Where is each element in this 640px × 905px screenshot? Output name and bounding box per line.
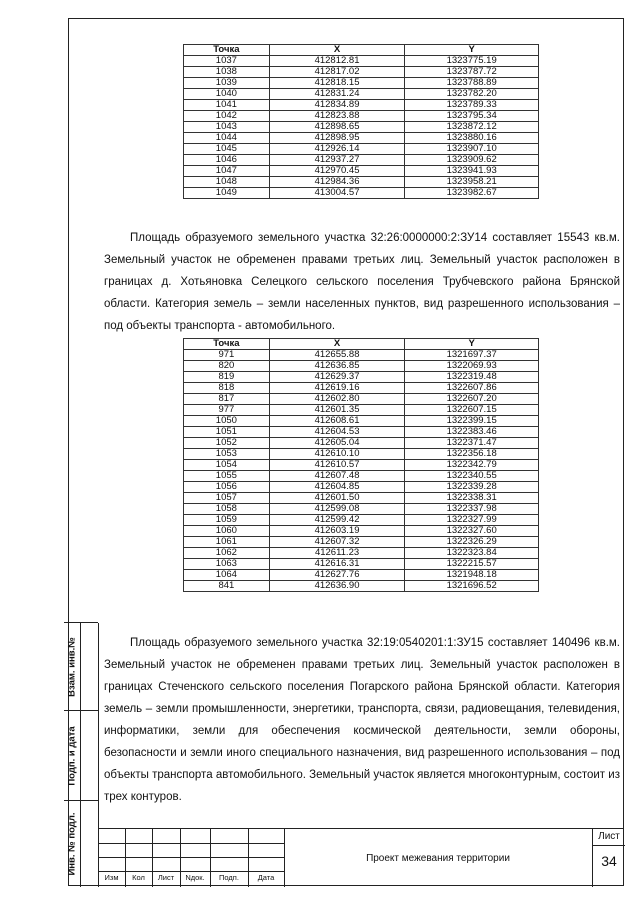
table-row bbox=[184, 504, 539, 515]
cell-point: 1062 bbox=[184, 548, 270, 559]
cell-point: 1037 bbox=[184, 56, 270, 67]
table-row bbox=[184, 383, 539, 394]
table-row bbox=[184, 460, 539, 471]
cell-y: 1322319.48 bbox=[405, 372, 539, 383]
cell-point: 1045 bbox=[184, 144, 270, 155]
cell-y: 1322340.55 bbox=[405, 471, 539, 482]
table-row bbox=[184, 581, 539, 592]
cell-y: 1323958.21 bbox=[405, 177, 539, 188]
table-body bbox=[184, 56, 539, 199]
cell-point: 1043 bbox=[184, 122, 270, 133]
cell-point: 1055 bbox=[184, 471, 270, 482]
cell-y: 1321697.37 bbox=[405, 350, 539, 361]
cell-point: 1049 bbox=[184, 188, 270, 199]
cell-point: 1044 bbox=[184, 133, 270, 144]
cell-y: 1323795.34 bbox=[405, 111, 539, 122]
cell-point: 1048 bbox=[184, 177, 270, 188]
cell-y: 1322607.20 bbox=[405, 394, 539, 405]
table-row bbox=[184, 416, 539, 427]
cell-point: 1038 bbox=[184, 67, 270, 78]
table-row bbox=[184, 144, 539, 155]
cell-x: 412610.10 bbox=[269, 449, 405, 460]
side-strip-original bbox=[64, 800, 98, 887]
cell-x: 412602.80 bbox=[269, 394, 405, 405]
cell-y: 1323775.19 bbox=[405, 56, 539, 67]
table-row bbox=[184, 559, 539, 570]
cell-point: 977 bbox=[184, 405, 270, 416]
table-row bbox=[184, 482, 539, 493]
sheet-number: 34 bbox=[601, 853, 617, 869]
header-x: X bbox=[269, 45, 405, 56]
cell-point: 817 bbox=[184, 394, 270, 405]
cell-y: 1322339.28 bbox=[405, 482, 539, 493]
cell-point: 1050 bbox=[184, 416, 270, 427]
stamp-col-date: Дата bbox=[257, 873, 275, 882]
table-row bbox=[184, 133, 539, 144]
cell-x: 412636.90 bbox=[269, 581, 405, 592]
cell-point: 971 bbox=[184, 350, 270, 361]
table-row bbox=[184, 122, 539, 133]
cell-point: 819 bbox=[184, 372, 270, 383]
side-strip-replacement bbox=[64, 622, 98, 711]
cell-point: 1051 bbox=[184, 427, 270, 438]
cell-y: 1322338.31 bbox=[405, 493, 539, 504]
cell-x: 412601.35 bbox=[269, 405, 405, 416]
cell-point: 1040 bbox=[184, 89, 270, 100]
stamp-col-change: Изм bbox=[104, 873, 119, 882]
cell-y: 1323872.12 bbox=[405, 122, 539, 133]
side-label-original-inv: Инв. № подл. bbox=[66, 812, 78, 876]
cell-y: 1322342.79 bbox=[405, 460, 539, 471]
cell-y: 1322215.57 bbox=[405, 559, 539, 570]
coordinates-table-1 bbox=[183, 44, 539, 199]
table-row bbox=[184, 56, 539, 67]
cell-x: 412619.16 bbox=[269, 383, 405, 394]
cell-x: 412611.23 bbox=[269, 548, 405, 559]
cell-point: 1063 bbox=[184, 559, 270, 570]
table-row bbox=[184, 449, 539, 460]
cell-point: 1052 bbox=[184, 438, 270, 449]
header-y: Y bbox=[405, 339, 539, 350]
cell-point: 1061 bbox=[184, 537, 270, 548]
cell-x: 412984.36 bbox=[269, 177, 405, 188]
cell-y: 1323788.89 bbox=[405, 78, 539, 89]
plot-description-zu14: Площадь образуемого земельного участка 32:26:0000000:2:ЗУ14 составляет 15543 кв.м. Земельный участок не обременен правами третьих лиц. Земельный участок расположен в границах д. Хотьяновка Селецкого сельского поселения Трубчевского района Брянской области. Категория земель – земли населенных пунктов, вид разрешенного использования – под объекты транспорта - автомобильного. bbox=[104, 232, 620, 332]
cell-x: 412607.48 bbox=[269, 471, 405, 482]
cell-x: 412605.04 bbox=[269, 438, 405, 449]
cell-point: 1046 bbox=[184, 155, 270, 166]
header-y: Y bbox=[405, 45, 539, 56]
table-row bbox=[184, 493, 539, 504]
cell-x: 412926.14 bbox=[269, 144, 405, 155]
side-label-signature-date: Подп. и дата bbox=[66, 726, 78, 786]
cell-point: 1056 bbox=[184, 482, 270, 493]
stamp-col-count: Кол bbox=[132, 873, 145, 882]
side-strip-signature bbox=[64, 710, 98, 801]
stamp-col-signature: Подп. bbox=[219, 873, 239, 882]
cell-y: 1322337.98 bbox=[405, 504, 539, 515]
cell-x: 412937.27 bbox=[269, 155, 405, 166]
cell-x: 412812.81 bbox=[269, 56, 405, 67]
cell-point: 1064 bbox=[184, 570, 270, 581]
cell-x: 412629.37 bbox=[269, 372, 405, 383]
cell-x: 412898.65 bbox=[269, 122, 405, 133]
plot-description-zu15: Площадь образуемого земельного участка 32:19:0540201:1:ЗУ15 составляет 140496 кв.м. Земельный участок не обременен правами третьих лиц. Земельный участок расположен в границах Стеченского сельского поселения Погарского района Брянской области. Категория земель – земли промышленности, энергетики, транспорта, связи, радиовещания, телевидения, информатики, земли для обеспечения космической деятельности, земли обороны, безопасности и земли иного специального назначения, вид разрешенного использования – под объекты транспорта автомобильного. Земельный участок является многоконтурным, состоит из трех контуров. bbox=[104, 637, 620, 803]
cell-x: 412627.76 bbox=[269, 570, 405, 581]
cell-x: 412607.32 bbox=[269, 537, 405, 548]
cell-x: 412604.85 bbox=[269, 482, 405, 493]
cell-y: 1321696.52 bbox=[405, 581, 539, 592]
table-row bbox=[184, 372, 539, 383]
cell-x: 412599.42 bbox=[269, 515, 405, 526]
sheet-label: Лист bbox=[598, 831, 620, 842]
cell-x: 412817.02 bbox=[269, 67, 405, 78]
cell-x: 412604.53 bbox=[269, 427, 405, 438]
cell-point: 841 bbox=[184, 581, 270, 592]
table-row bbox=[184, 570, 539, 581]
table-row bbox=[184, 548, 539, 559]
table-row bbox=[184, 89, 539, 100]
cell-point: 1047 bbox=[184, 166, 270, 177]
table-row bbox=[184, 394, 539, 405]
cell-x: 412831.24 bbox=[269, 89, 405, 100]
table-row bbox=[184, 526, 539, 537]
cell-point: 1059 bbox=[184, 515, 270, 526]
header-point: Точка bbox=[184, 339, 270, 350]
cell-y: 1322326.29 bbox=[405, 537, 539, 548]
cell-x: 412601.50 bbox=[269, 493, 405, 504]
cell-x: 412608.61 bbox=[269, 416, 405, 427]
cell-point: 1057 bbox=[184, 493, 270, 504]
cell-y: 1323782.20 bbox=[405, 89, 539, 100]
cell-point: 1060 bbox=[184, 526, 270, 537]
cell-point: 1041 bbox=[184, 100, 270, 111]
table-row bbox=[184, 155, 539, 166]
cell-point: 1053 bbox=[184, 449, 270, 460]
table-row bbox=[184, 350, 539, 361]
cell-y: 1323941.93 bbox=[405, 166, 539, 177]
table-row bbox=[184, 166, 539, 177]
table-row bbox=[184, 67, 539, 78]
cell-x: 412823.88 bbox=[269, 111, 405, 122]
cell-y: 1322371.47 bbox=[405, 438, 539, 449]
cell-point: 818 bbox=[184, 383, 270, 394]
table-row bbox=[184, 100, 539, 111]
cell-y: 1323880.16 bbox=[405, 133, 539, 144]
cell-point: 1039 bbox=[184, 78, 270, 89]
cell-y: 1323907.10 bbox=[405, 144, 539, 155]
cell-y: 1322069.93 bbox=[405, 361, 539, 372]
cell-point: 1058 bbox=[184, 504, 270, 515]
cell-y: 1323982.67 bbox=[405, 188, 539, 199]
cell-x: 412636.85 bbox=[269, 361, 405, 372]
table-body bbox=[184, 350, 539, 592]
table-row bbox=[184, 111, 539, 122]
cell-x: 413004.57 bbox=[269, 188, 405, 199]
cell-y: 1322383.46 bbox=[405, 427, 539, 438]
cell-y: 1323909.62 bbox=[405, 155, 539, 166]
cell-y: 1322607.15 bbox=[405, 405, 539, 416]
table-row bbox=[184, 438, 539, 449]
cell-point: 1054 bbox=[184, 460, 270, 471]
table-row bbox=[184, 188, 539, 199]
cell-x: 412610.57 bbox=[269, 460, 405, 471]
cell-x: 412970.45 bbox=[269, 166, 405, 177]
cell-x: 412603.19 bbox=[269, 526, 405, 537]
cell-y: 1322607.86 bbox=[405, 383, 539, 394]
title-block bbox=[98, 828, 624, 887]
cell-y: 1322399.15 bbox=[405, 416, 539, 427]
table-header-row bbox=[184, 339, 539, 350]
table-row bbox=[184, 471, 539, 482]
table-row bbox=[184, 405, 539, 416]
table-header-row bbox=[184, 45, 539, 56]
document-title: Проект межевания территории bbox=[366, 852, 510, 864]
cell-x: 412834.89 bbox=[269, 100, 405, 111]
stamp-col-sheet: Лист bbox=[157, 873, 175, 882]
cell-y: 1322327.60 bbox=[405, 526, 539, 537]
table-row bbox=[184, 515, 539, 526]
coordinates-table-2 bbox=[183, 338, 539, 592]
table-row bbox=[184, 427, 539, 438]
cell-y: 1322327.99 bbox=[405, 515, 539, 526]
cell-y: 1323787.72 bbox=[405, 67, 539, 78]
table-row bbox=[184, 537, 539, 548]
cell-x: 412898.95 bbox=[269, 133, 405, 144]
cell-point: 820 bbox=[184, 361, 270, 372]
cell-x: 412616.31 bbox=[269, 559, 405, 570]
cell-y: 1322356.18 bbox=[405, 449, 539, 460]
side-label-replacement-inv: Взам. инв.№ bbox=[66, 637, 78, 697]
stamp-col-doc: Nдок. bbox=[185, 873, 205, 882]
cell-x: 412818.15 bbox=[269, 78, 405, 89]
cell-x: 412599.08 bbox=[269, 504, 405, 515]
cell-y: 1322323.84 bbox=[405, 548, 539, 559]
table-row bbox=[184, 361, 539, 372]
cell-point: 1042 bbox=[184, 111, 270, 122]
cell-y: 1321948.18 bbox=[405, 570, 539, 581]
header-point: Точка bbox=[184, 45, 270, 56]
header-x: X bbox=[269, 339, 405, 350]
table-row bbox=[184, 78, 539, 89]
cell-y: 1323789.33 bbox=[405, 100, 539, 111]
cell-x: 412655.88 bbox=[269, 350, 405, 361]
table-row bbox=[184, 177, 539, 188]
